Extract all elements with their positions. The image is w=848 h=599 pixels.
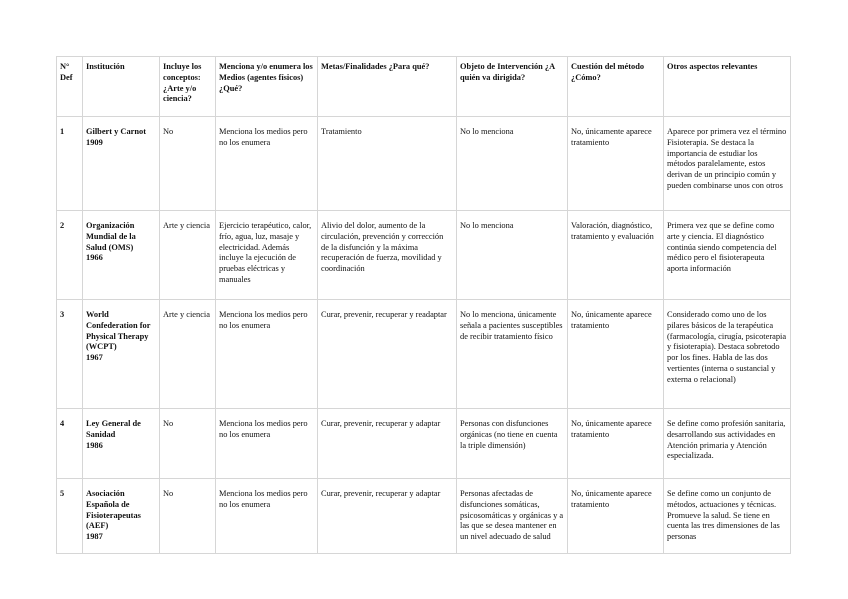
cell-num: 2 — [57, 211, 83, 300]
cell-menciona: Menciona los medios pero no los enumera — [216, 479, 318, 554]
header-cuestion: Cuestión del método ¿Cómo? — [568, 57, 664, 117]
header-row — [57, 57, 791, 117]
table-row — [57, 117, 791, 211]
cell-objeto: Personas afectadas de disfunciones somáticas, psicosomáticas y orgánicas y a las que se desea mantener en un nivel adecuado de salud — [457, 479, 568, 554]
institucion-year: 1987 — [86, 532, 103, 541]
cell-otros: Aparece por primera vez el término Fisioterapia. Se destaca la importancia de estudiar los métodos paralelamente, estos derivan de un principio común y pueden combinarse unos con otros — [664, 117, 791, 211]
cell-incluye: No — [160, 409, 216, 479]
cell-metas: Curar, prevenir, recuperar y adaptar — [318, 479, 457, 554]
cell-institucion — [83, 479, 160, 554]
institucion-year: 1909 — [86, 137, 103, 147]
cell-menciona: Menciona los medios pero no los enumera — [216, 409, 318, 479]
institucion-name: Organización Mundial de la Salud (OMS) — [86, 221, 136, 252]
header-incluye: Incluye los conceptos: ¿Arte y/o ciencia? — [160, 57, 216, 117]
cell-otros: Se define como profesión sanitaria, desarrollando sus actividades en Atención primaria y Atención especializada. — [664, 409, 791, 479]
header-institucion: Institución — [83, 57, 160, 117]
header-num: N° Def — [57, 57, 83, 117]
institucion-name: World Confederation for Physical Therapy (WCPT) — [86, 310, 151, 352]
cell-cuestion: No, únicamente aparece tratamiento — [568, 409, 664, 479]
institucion-year: 1966 — [86, 253, 103, 263]
cell-otros: Se define como un conjunto de métodos, actuaciones y técnicas. Promueve la salud. Se tiene en cuenta las tres dimensiones de las personas — [664, 479, 791, 554]
institucion-name: Asociación Española de Fisioterapeutas (AEF) — [86, 489, 141, 531]
header-objeto: Objeto de Intervención ¿A quién va dirigida? — [457, 57, 568, 117]
cell-num: 1 — [57, 117, 83, 211]
table-row — [57, 479, 791, 554]
header-menciona: Menciona y/o enumera los Medios (agentes físicos) ¿Qué? — [216, 57, 318, 117]
cell-cuestion: No, únicamente aparece tratamiento — [568, 300, 664, 409]
cell-incluye: Arte y ciencia — [160, 300, 216, 409]
cell-institucion — [83, 211, 160, 300]
cell-cuestion: No, únicamente aparece tratamiento — [568, 117, 664, 211]
header-otros: Otros aspectos relevantes — [664, 57, 791, 117]
cell-metas: Tratamiento — [318, 117, 457, 211]
cell-institucion — [83, 409, 160, 479]
cell-incluye: No — [160, 117, 216, 211]
cell-menciona: Ejercicio terapéutico, calor, frío, agua, luz, masaje y electricidad. Además incluye la ejecución de pruebas eléctricas y manuales — [216, 211, 318, 300]
cell-objeto: No lo menciona, únicamente señala a pacientes susceptibles de recibir tratamiento físico — [457, 300, 568, 409]
cell-otros: Primera vez que se define como arte y ciencia. El diagnóstico continúa siendo competencia del médico pero el fisioterapeuta aporta información — [664, 211, 791, 300]
cell-objeto: Personas con disfunciones orgánicas (no tiene en cuenta la triple dimensión) — [457, 409, 568, 479]
cell-metas: Curar, prevenir, recuperar y readaptar — [318, 300, 457, 409]
cell-menciona: Menciona los medios pero no los enumera — [216, 117, 318, 211]
cell-institucion — [83, 117, 160, 211]
table-row — [57, 300, 791, 409]
cell-otros: Considerado como uno de los pilares básicos de la terapéutica (farmacología, cirugía, psicoterapia y fisioterapia). Destaca sobretodo por los fines. Habla de las dos vertientes (interna o sustancial y externa o relacional) — [664, 300, 791, 409]
cell-menciona: Menciona los medios pero no los enumera — [216, 300, 318, 409]
cell-institucion — [83, 300, 160, 409]
cell-objeto: No lo menciona — [457, 117, 568, 211]
table-row — [57, 211, 791, 300]
cell-cuestion: Valoración, diagnóstico, tratamiento y evaluación — [568, 211, 664, 300]
institucion-name: Gilbert y Carnot — [86, 127, 147, 136]
cell-num: 5 — [57, 479, 83, 554]
institucion-year: 1967 — [86, 353, 103, 362]
cell-num: 3 — [57, 300, 83, 409]
definitions-table — [56, 56, 791, 554]
cell-incluye: No — [160, 479, 216, 554]
cell-metas: Alivio del dolor, aumento de la circulación, prevención y corrección de la disfunción y la máxima recuperación de fuerza, movilidad y coordinación — [318, 211, 457, 300]
cell-cuestion: No, únicamente aparece tratamiento — [568, 479, 664, 554]
cell-metas: Curar, prevenir, recuperar y adaptar — [318, 409, 457, 479]
institucion-name: Ley General de Sanidad — [86, 419, 141, 439]
cell-incluye: Arte y ciencia — [160, 211, 216, 300]
cell-objeto: No lo menciona — [457, 211, 568, 300]
institucion-year: 1986 — [86, 440, 103, 450]
cell-num: 4 — [57, 409, 83, 479]
table-row — [57, 409, 791, 479]
header-metas: Metas/Finalidades ¿Para qué? — [318, 57, 457, 117]
